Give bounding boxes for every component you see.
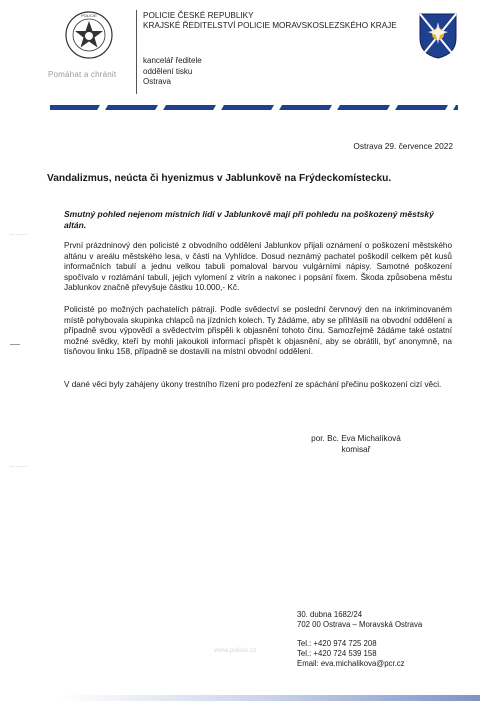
paragraph-3: V dané věci byly zahájeny úkony trestního řízení pro podezření ze spáchání přečinu poškození cizí věci. — [64, 380, 442, 389]
police-star-badge-icon — [64, 10, 114, 60]
margin-mark: ...... — [10, 462, 28, 469]
dept-line-2: oddělení tisku — [143, 66, 193, 76]
margin-mark: ...... — [10, 230, 28, 237]
footer-accent-band — [60, 688, 480, 694]
letter-subtitle: Smutný pohled nejenom místních lidí v Jablunkově mají při pohledu na poškozený městský altán. — [64, 209, 434, 230]
org-line-1: POLICIE ČESKÉ REPUBLIKY — [143, 11, 254, 20]
letter-date: Ostrava 29. července 2022 — [353, 141, 453, 151]
header-accent-stripe — [50, 97, 458, 102]
signature-role: komisař — [341, 445, 371, 454]
dept-line-1: kancelář ředitele — [143, 56, 202, 65]
svg-text:POLICIE: POLICIE — [81, 13, 97, 18]
margin-fold-mark — [10, 344, 20, 345]
address-line-2: 702 00 Ostrava – Moravská Ostrava — [297, 620, 423, 629]
footer-contact — [297, 639, 405, 669]
dept-line-3: Ostrava — [143, 77, 172, 86]
organization-name — [143, 11, 397, 31]
phone-2: Tel.: +420 724 539 158 — [297, 649, 377, 658]
paragraph-2: Policisté po možných pachatelích pátrají. Podle svědectví se poslední červnový den na inkriminovaném místě pohybovala skupinka chlapců na jízdních kolech. Ty žádáme, aby se přihlásili na obvodní oddělení a případně svou výpovědí a svědectvím přispěli k objasnění tohoto činu. Samozřejmě žádáme také ostatní možné svědky, kteří by mohli jakoukoli informací přispět k objasnění, aby se obrátili, byť anonymně, na tísňovou linku 158, případně se dostavili na místní obvodní oddělení. — [64, 305, 452, 356]
signature-name: por. Bc. Eva Michalíková — [311, 434, 401, 443]
phone-1: Tel.: +420 974 725 208 — [297, 639, 377, 648]
motto: Pomáhat a chránit — [48, 70, 117, 79]
paragraph-1: První prázdninový den policisté z obvodního oddělení Jablunkov přijali oznámení o poškození městského altánu v areálu městského lesa, v části na Vyhlídce. Dosud neznámý pachatel poškodil celkem pět kusů informačních tabulí a jednu velkou tabuli pomaloval barvou vulgárními nápisy. Samotné poškození spočívalo v rozlámání tabulí, jejich vylomení z vitrín a nakonec i popsání fixem. Škoda způsobena městu Jablunkov značně převyšuje částku 10.000,- Kč. — [64, 241, 452, 292]
signature-block — [286, 433, 426, 455]
department-block — [143, 56, 202, 88]
org-line-2: KRAJSKÉ ŘEDITELSTVÍ POLICIE MORAVSKOSLEZSKÉHO KRAJE — [143, 21, 397, 30]
address-line-1: 30. dubna 1682/24 — [297, 610, 363, 619]
letter-title: Vandalizmus, neúcta či hyenizmus v Jablunkově na Frýdeckomístecku. — [47, 173, 392, 184]
footer-address — [297, 610, 422, 630]
email-link[interactable]: Email: eva.michalikova@pcr.cz — [297, 659, 405, 668]
header-divider — [136, 10, 137, 94]
regional-coat-of-arms-icon — [418, 12, 458, 60]
website-link[interactable]: www.policie.cz — [214, 647, 257, 654]
